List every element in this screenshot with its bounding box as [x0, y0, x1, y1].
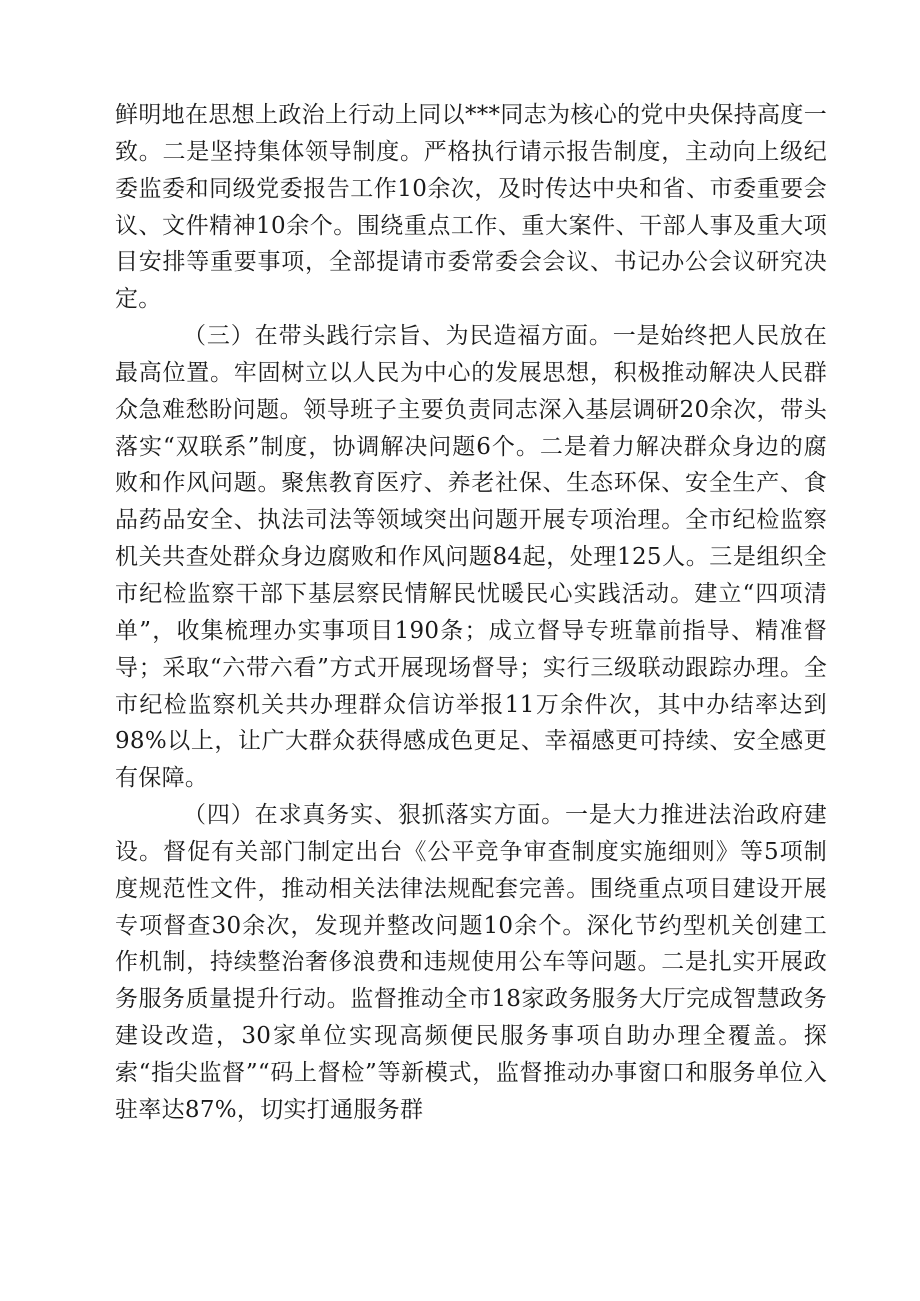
document-body — [115, 97, 827, 1129]
paragraph-continuation: 鲜明地在思想上政治上行动上同以***同志为核心的党中央保持高度一致。二是坚持集体领导制度。严格执行请示报告制度，主动向上级纪委监委和同级党委报告工作10余次，及时传达中央和省、市委重要会议、文件精神10余个。围绕重点工作、重大案件、干部人事及重大项目安排等重要事项，全部提请市委常委会会议、书记办公会议研究决定。 — [115, 102, 827, 313]
paragraph-section-4: （四）在求真务实、狠抓落实方面。一是大力推进法治政府建设。督促有关部门制定出台《公平竞争审查制度实施细则》等5项制度规范性文件，推动相关法律法规配套完善。围绕重点项目建设开展专项督查30余次，发现并整改问题10余个。深化节约型机关创建工作机制，持续整治奢侈浪费和违规使用公车等问题。二是扎实开展政务服务质量提升行动。监督推动全市18家政务服务大厅完成智慧政务建设改造，30家单位实现高频便民服务事项自助办理全覆盖。探索“指尖监督”“码上督检”等新模式，监督推动办事窗口和服务单位入驻率达87%，切实打通服务群 — [115, 802, 827, 1123]
paragraph-section-3: （三）在带头践行宗旨、为民造福方面。一是始终把人民放在最高位置。牢固树立以人民为中心的发展思想，积极推动解决人民群众急难愁盼问题。领导班子主要负责同志深入基层调研20余次，带头落实“双联系”制度，协调解决问题6个。二是着力解决群众身边的腐败和作风问题。聚焦教育医疗、养老社保、生态环保、安全生产、食品药品安全、执法司法等领域突出问题开展专项治理。全市纪检监察机关共查处群众身边腐败和作风问题84起，处理125人。三是组织全市纪检监察干部下基层察民情解民忧暖民心实践活动。建立“四项清单”，收集梳理办实事项目190条；成立督导专班靠前指导、精准督导；采取“六带六看”方式开展现场督导；实行三级联动跟踪办理。全市纪检监察机关共办理群众信访举报11万余件次，其中办结率达到98%以上，让广大群众获得感成色更足、幸福感更可持续、安全感更有保障。 — [115, 323, 827, 792]
